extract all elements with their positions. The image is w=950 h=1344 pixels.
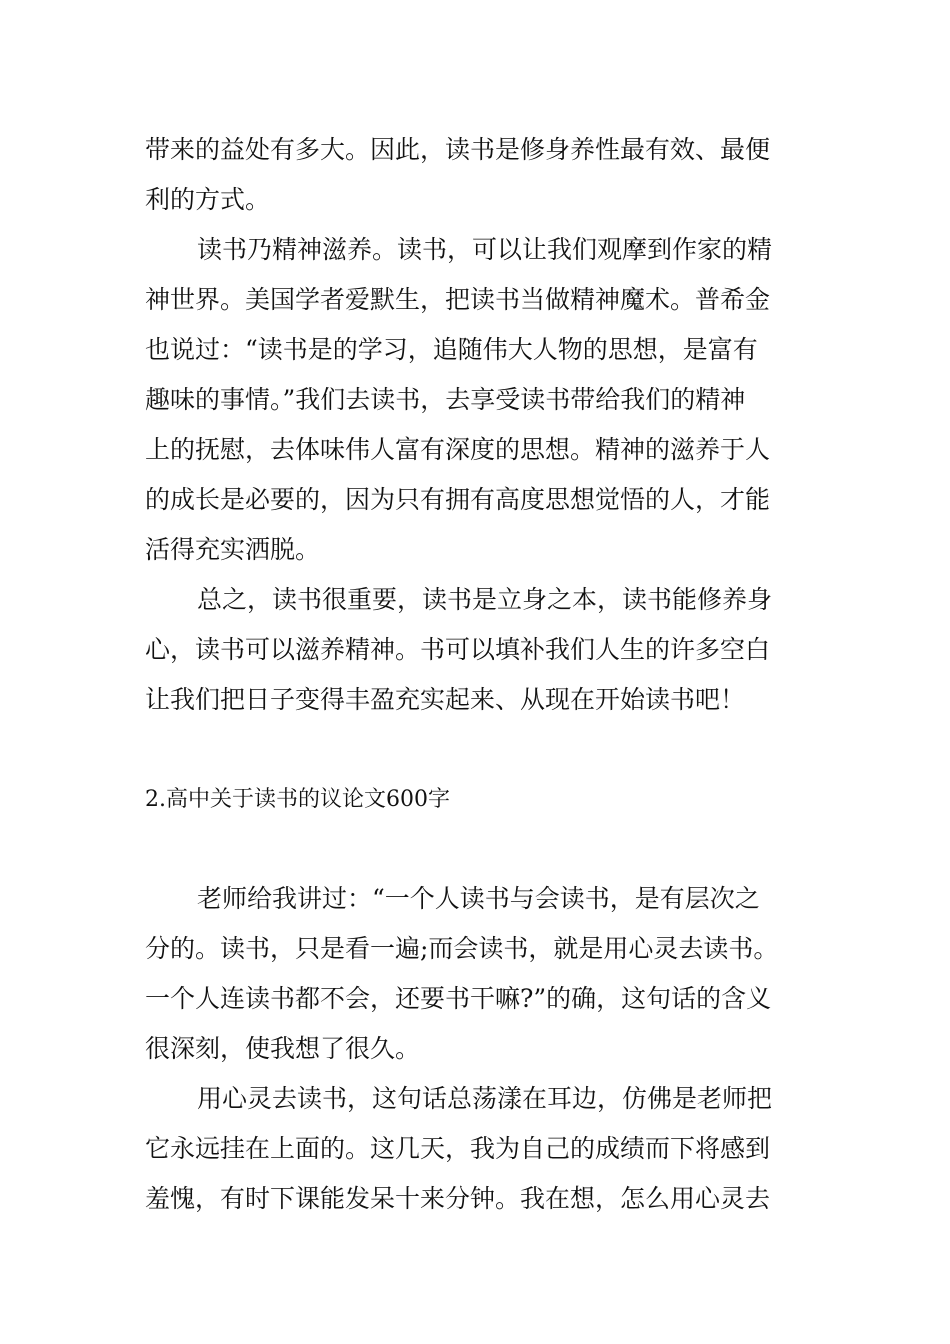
paragraph-line: 的成长是必要的，因为只有拥有高度思想觉悟的人，才能 [145, 485, 771, 514]
paragraph-line: 让我们把日子变得丰盈充实起来、从现在开始读书吧！ [145, 685, 746, 714]
section-heading: 2.高中关于读书的议论文600字 [145, 787, 450, 812]
paragraph-line: 一个人连读书都不会，还要书干嘛?”的确，这句话的含义 [145, 984, 772, 1013]
paragraph-line: 利的方式。 [145, 185, 271, 214]
paragraph-line: 带来的益处有多大。因此，读书是修身养性最有效、最便 [145, 135, 771, 164]
paragraph-line: 老师给我讲过：“一个人读书与会读书，是有层次之 [197, 884, 760, 913]
paragraph-line: 趣味的事情。”我们去读书，去享受读书带给我们的精神 [145, 385, 746, 414]
paragraph-line: 也说过：“读书是的学习，追随伟大人物的思想，是富有 [145, 335, 758, 364]
paragraph-line: 用心灵去读书，这句话总荡漾在耳边，仿佛是老师把 [197, 1084, 773, 1113]
paragraph-line: 羞愧，有时下课能发呆十来分钟。我在想，怎么用心灵去 [145, 1184, 771, 1213]
paragraph-line: 上的抚慰，去体味伟人富有深度的思想。精神的滋养于人 [145, 435, 771, 464]
paragraph-line: 心，读书可以滋养精神。书可以填补我们人生的许多空白 [145, 635, 771, 664]
paragraph-line: 读书乃精神滋养。读书，可以让我们观摩到作家的精 [197, 235, 773, 264]
paragraph-line: 很深刻，使我想了很久。 [145, 1034, 421, 1063]
paragraph-line: 活得充实洒脱。 [145, 535, 321, 564]
paragraph-line: 神世界。美国学者爱默生，把读书当做精神魔术。普希金 [145, 285, 771, 314]
paragraph-line: 它永远挂在上面的。这几天，我为自己的成绩而下将感到 [145, 1134, 771, 1163]
paragraph-line: 总之，读书很重要，读书是立身之本，读书能修养身 [197, 585, 773, 614]
paragraph-line: 分的。读书，只是看一遍;而会读书，就是用心灵去读书。 [145, 934, 779, 963]
